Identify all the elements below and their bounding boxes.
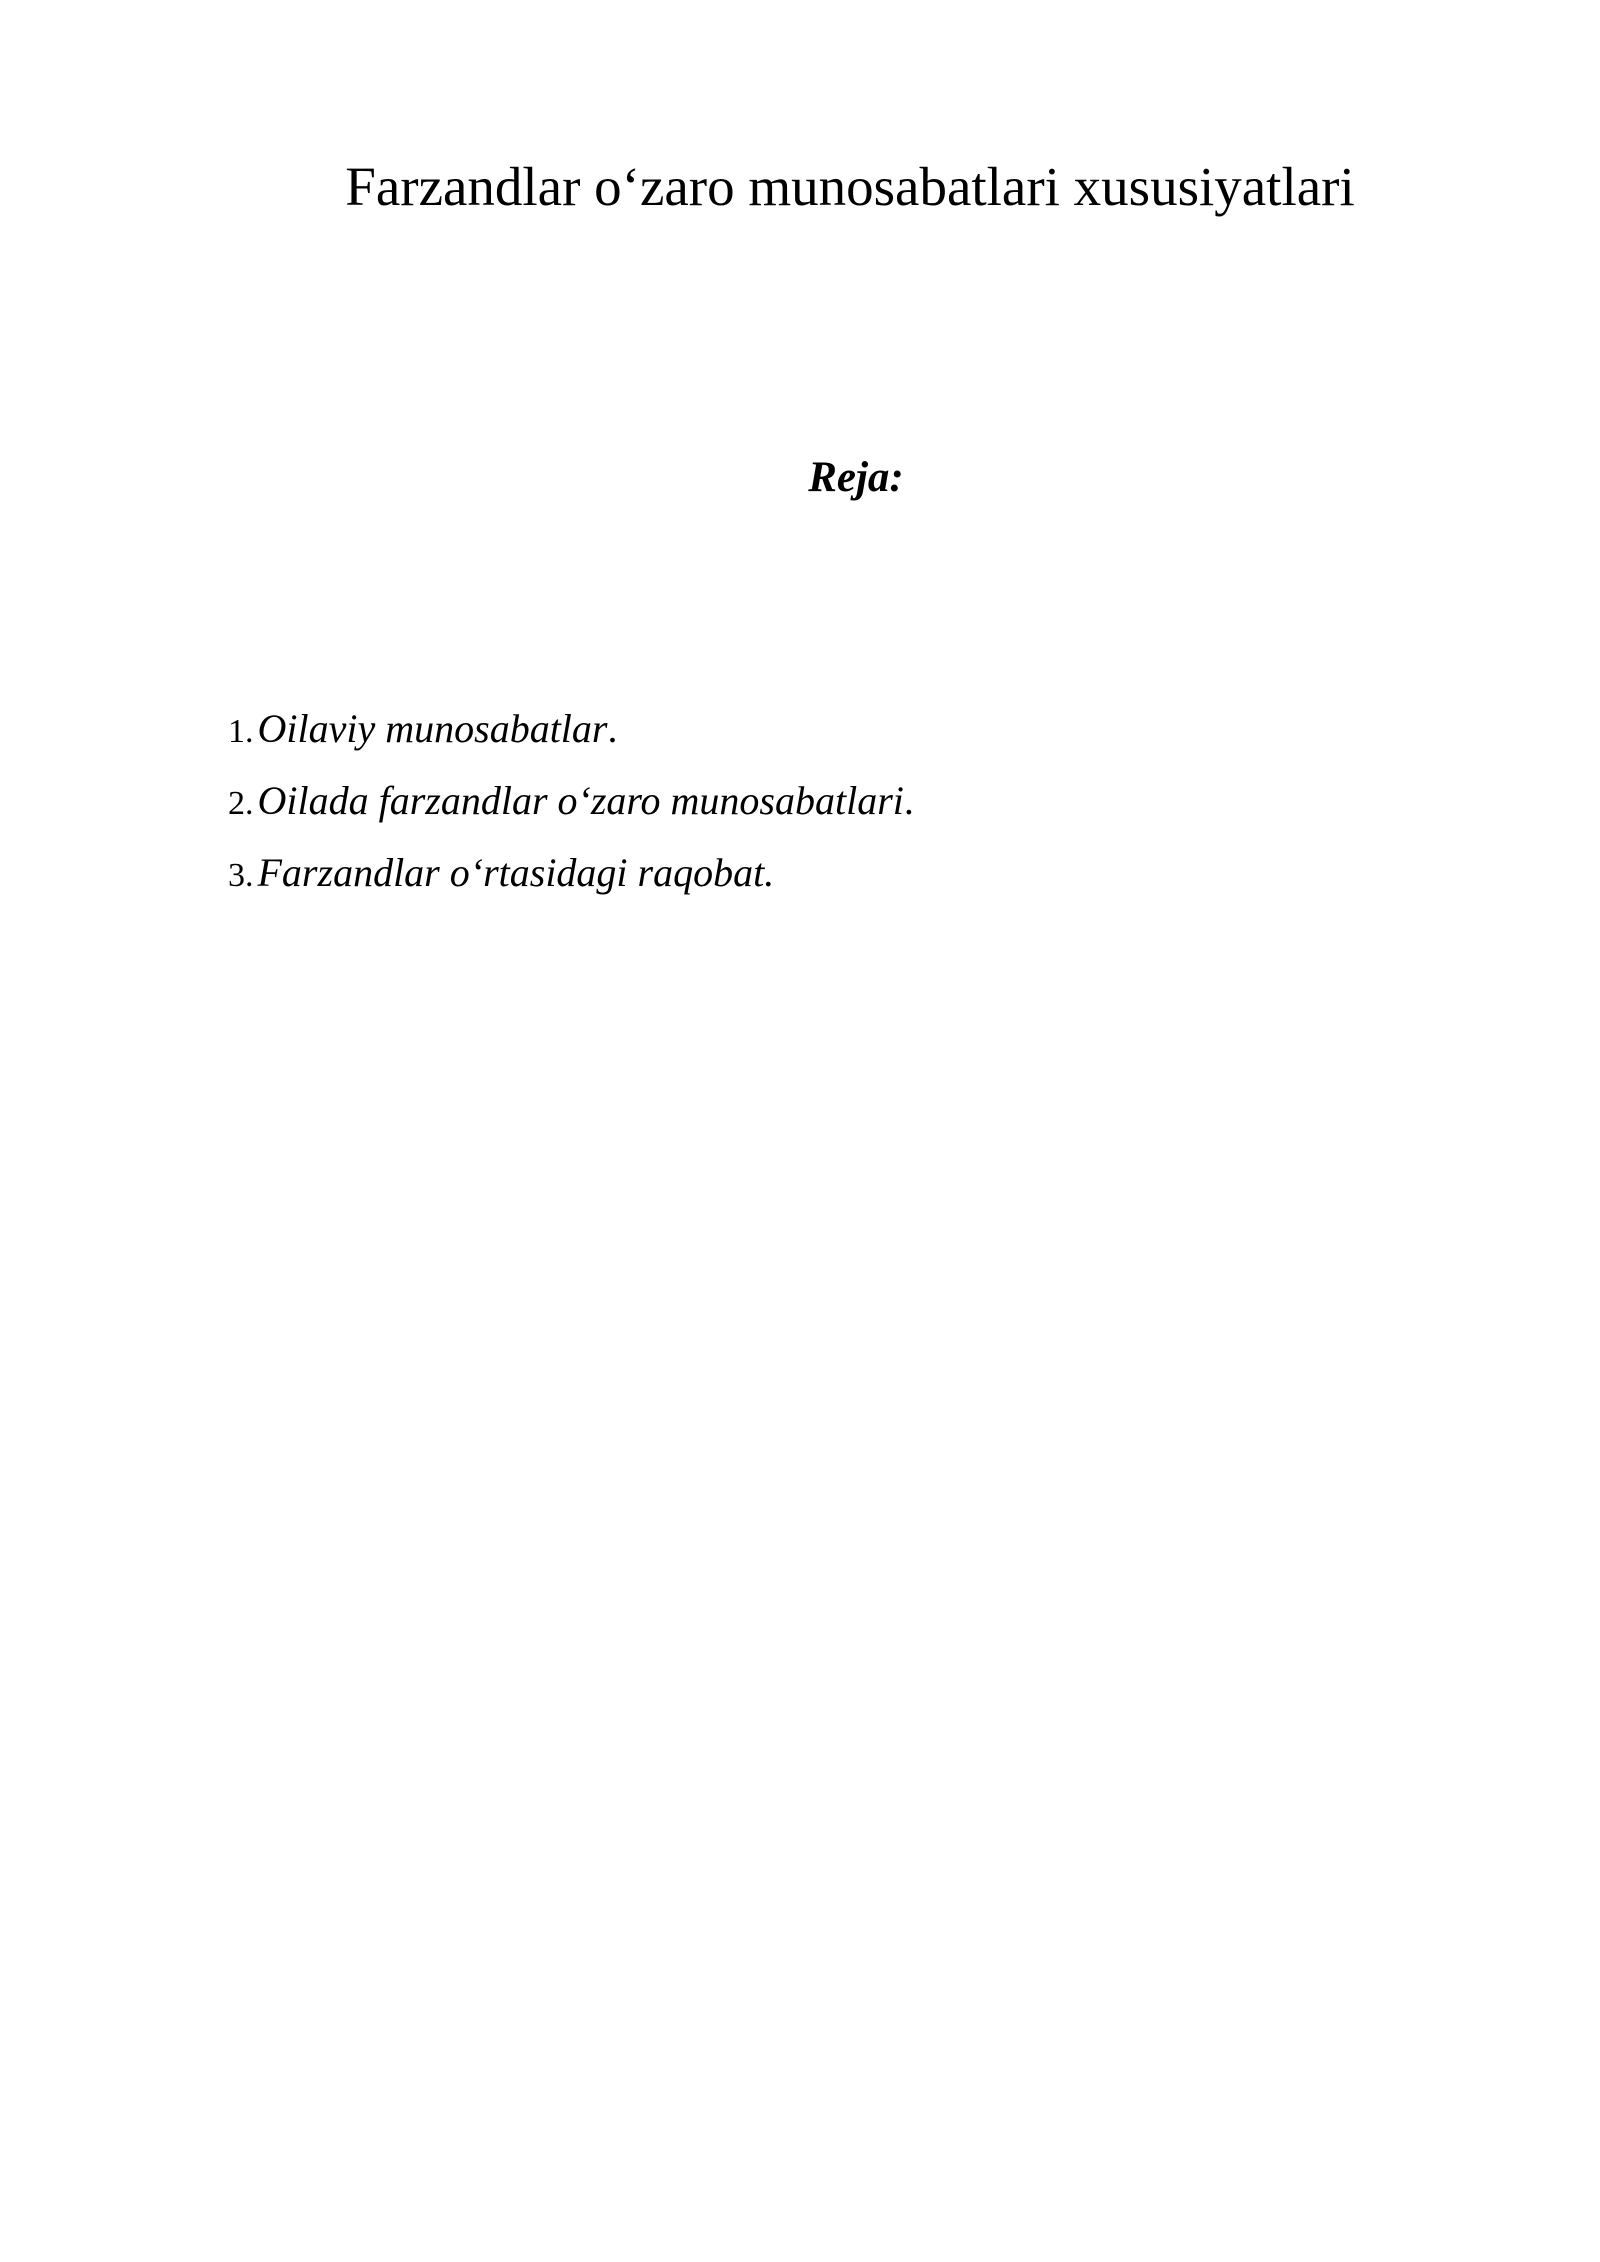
plan-item-3 — [228, 844, 914, 916]
plan-item-number: 3. — [228, 857, 254, 894]
plan-item-period: . — [903, 778, 914, 823]
plan-item-period: . — [607, 706, 618, 751]
plan-item-1 — [228, 700, 914, 772]
plan-item-text: Farzandlar o‘rtasidagi raqobat. — [257, 850, 775, 895]
plan-item-2 — [228, 772, 914, 844]
plan-list — [228, 700, 914, 916]
plan-item-text: Oilada farzandlar o‘zaro munosabatlari — [257, 778, 904, 823]
plan-item-number: 2. — [228, 785, 254, 822]
plan-item-number: 1. — [228, 713, 254, 750]
document-title: Farzandlar o‘zaro munosabatlari xususiyatlari — [345, 156, 1355, 217]
plan-heading: Reja: — [808, 454, 904, 501]
plan-item-text: Oilaviy munosabatlar — [257, 706, 608, 751]
